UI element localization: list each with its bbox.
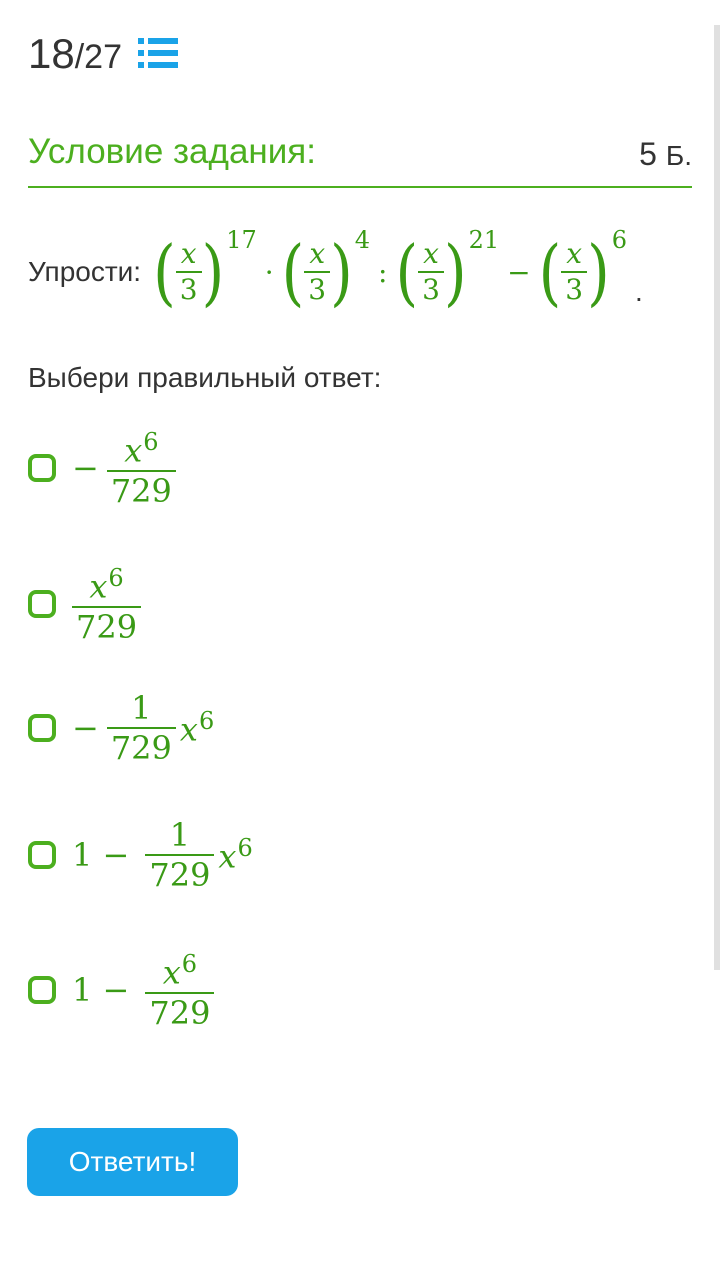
variable: x <box>218 837 237 876</box>
points-value: 5 <box>639 136 657 172</box>
exponent: 4 <box>354 226 371 254</box>
answer-option-4[interactable] <box>28 816 253 894</box>
exponent: 6 <box>198 707 215 736</box>
option-expression <box>72 689 215 767</box>
exponent: 6 <box>181 950 198 978</box>
divider <box>28 186 692 188</box>
problem-expression <box>153 226 627 315</box>
answer-option-3[interactable] <box>28 689 215 767</box>
answer-option-5[interactable] <box>28 950 214 1032</box>
fraction-denominator: 3 <box>179 273 198 306</box>
exponent: 6 <box>237 834 253 863</box>
fraction-denominator: 3 <box>308 273 327 306</box>
checkbox[interactable] <box>28 714 56 742</box>
fraction-numerator: x <box>89 567 108 606</box>
operator: · <box>264 255 274 289</box>
fraction-denominator: 3 <box>565 273 584 306</box>
fraction-numerator: x <box>180 237 197 270</box>
current-task-number: 18 <box>28 30 75 77</box>
fraction-denominator: 729 <box>76 607 138 646</box>
fraction-numerator: x <box>566 237 583 270</box>
fraction-numerator: 1 <box>169 816 191 854</box>
power-term-3: ( $\frac{x}{3}$ ) 21 <box>395 226 500 315</box>
option-prefix: − <box>72 709 99 747</box>
option-prefix: − <box>72 449 99 488</box>
fraction-numerator: x <box>124 431 143 470</box>
operator: : <box>378 255 388 289</box>
fraction-denominator: 729 <box>149 993 211 1032</box>
power-term-4: ( $\frac{x}{3}$ ) 6 <box>538 226 627 315</box>
expression-end-dot: . <box>635 276 643 307</box>
task-title: Условие задания: <box>28 132 316 171</box>
task-points <box>639 136 692 173</box>
total-task-count: /27 <box>74 38 122 76</box>
checkbox[interactable] <box>28 976 56 1004</box>
exponent: 6 <box>611 226 627 254</box>
exponent: 6 <box>108 564 124 592</box>
answer-option-1[interactable] <box>28 428 176 510</box>
list-icon[interactable] <box>138 36 178 70</box>
exponent: 6 <box>143 428 159 456</box>
fraction-numerator: x <box>423 237 439 270</box>
problem-label: Упрости: <box>28 256 142 287</box>
option-expression <box>72 564 141 646</box>
answer-option-2[interactable] <box>28 564 141 646</box>
fraction-numerator: x <box>309 237 326 270</box>
fraction-denominator: 729 <box>110 729 172 767</box>
fraction-denominator: 729 <box>110 471 172 510</box>
progress-counter <box>28 30 122 78</box>
fraction-denominator: 3 <box>422 273 440 306</box>
option-expression <box>72 950 214 1032</box>
exponent: 17 <box>226 226 257 254</box>
power-term-1: ( $\frac{x}{3}$ ) 17 <box>153 226 257 315</box>
checkbox[interactable] <box>28 454 56 482</box>
submit-answer-button[interactable]: Ответить! <box>27 1128 238 1196</box>
checkbox[interactable] <box>28 590 56 618</box>
option-expression <box>72 428 176 510</box>
exponent: 21 <box>468 226 500 254</box>
fraction-denominator: 729 <box>149 856 211 894</box>
points-unit: Б. <box>665 140 692 171</box>
option-expression <box>72 816 253 894</box>
answer-instruction: Выбери правильный ответ: <box>28 362 382 393</box>
scrollbar[interactable] <box>714 25 720 970</box>
option-prefix: 1 − <box>72 971 130 1010</box>
problem-statement <box>28 222 643 322</box>
fraction-numerator: x <box>162 953 181 992</box>
operator: − <box>507 255 531 289</box>
power-term-2: ( $\frac{x}{3}$ ) 4 <box>281 226 371 315</box>
variable: x <box>179 710 198 749</box>
fraction-numerator: 1 <box>131 689 152 727</box>
checkbox[interactable] <box>28 841 56 869</box>
option-prefix: 1 − <box>72 836 130 874</box>
